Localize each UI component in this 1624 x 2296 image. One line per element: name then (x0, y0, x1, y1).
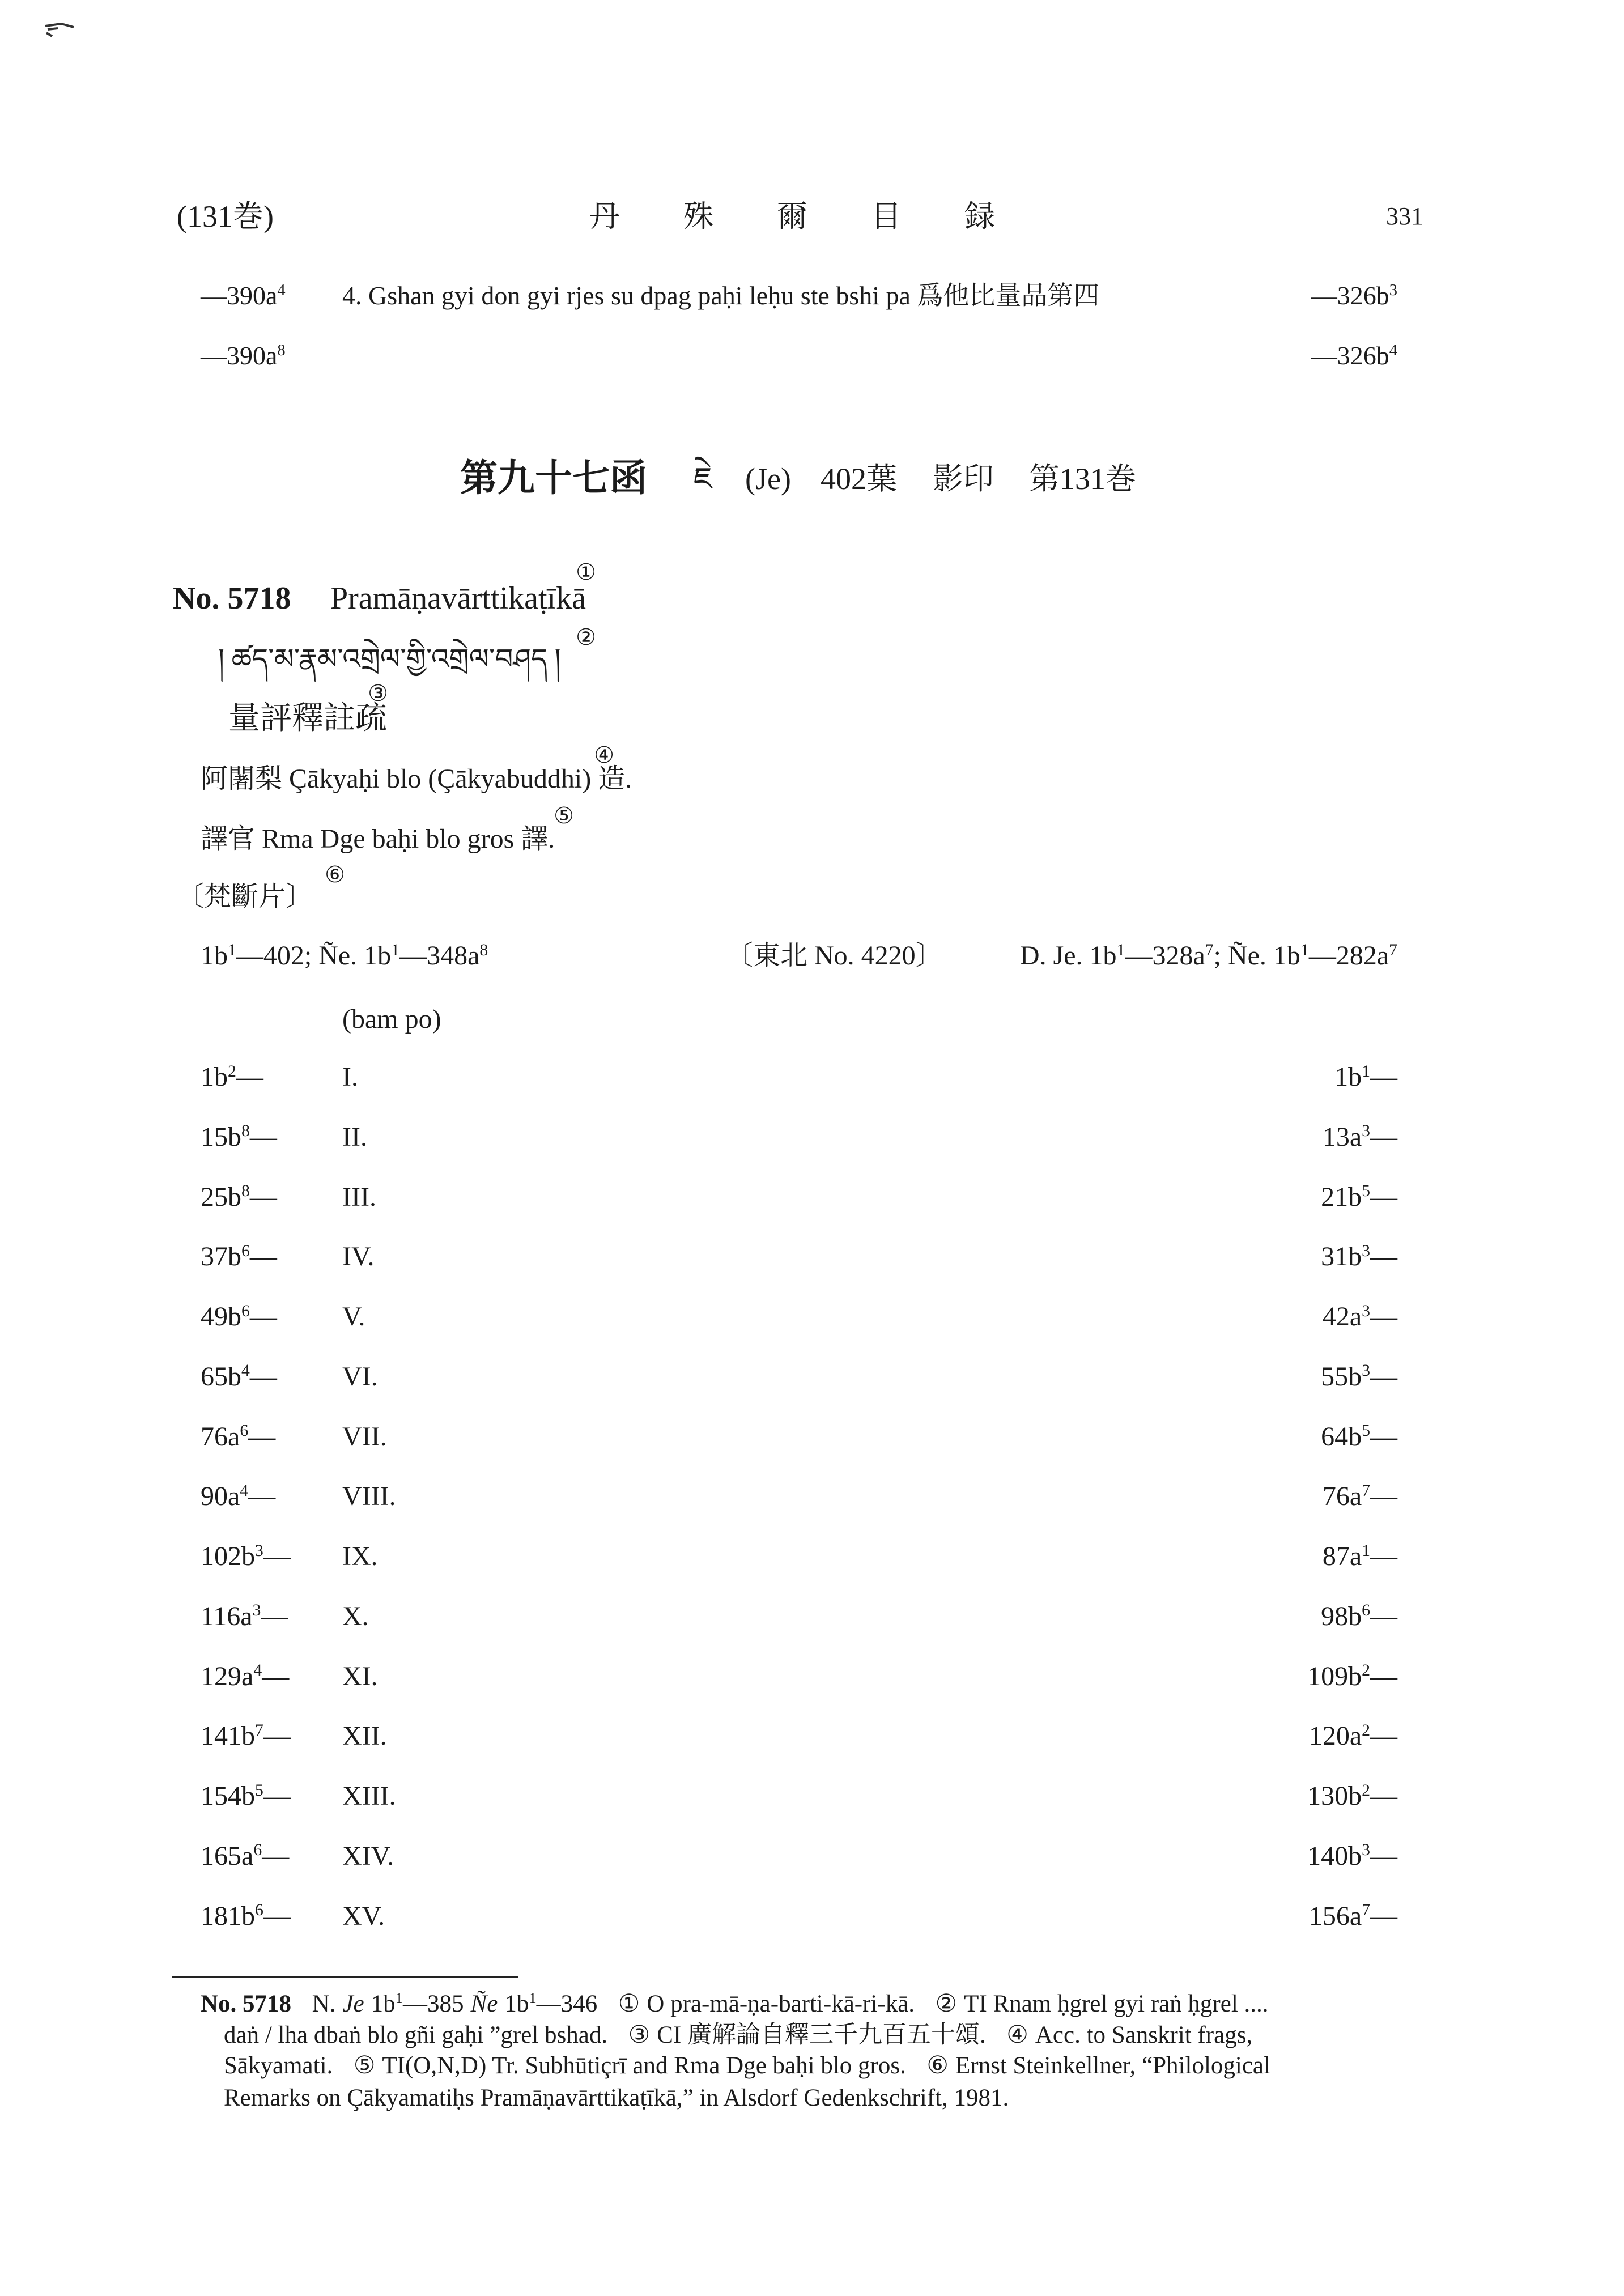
folio: 90a (201, 1481, 240, 1512)
folio: 15b (201, 1121, 241, 1152)
range-dash: — (1311, 281, 1337, 310)
bam-po-row (0, 1120, 1624, 1154)
folio: 76a (201, 1421, 240, 1452)
range-dash: — (1370, 1062, 1397, 1092)
folio-line-number: 1 (529, 1989, 537, 2007)
range-dash: — (262, 1840, 290, 1871)
folio-line-number: 4 (1389, 342, 1397, 360)
entry-tibetan-title: ། ཚད་མ་རྣམ་འགྲེལ་གྱི་འགྲེལ་བཤད ། (218, 643, 561, 675)
prev-end-derge-ref (1311, 339, 1397, 373)
bam-po-label: (bam po) (342, 1004, 441, 1034)
folio-line-number: 1 (1362, 1541, 1370, 1560)
derge-folio-start (1323, 1540, 1397, 1574)
footnote-marker-1: ① (618, 1991, 640, 2017)
ref-text: D. Je. 1b (1019, 941, 1117, 971)
range-dash: — (1370, 1302, 1397, 1332)
section-tibetan-letter: ཇེ (694, 462, 712, 496)
footnote-line-4 (224, 2083, 1009, 2114)
bam-po-numeral: X. (342, 1601, 369, 1631)
derge-folio-start (1323, 1300, 1397, 1334)
folio: 13a (1322, 1121, 1362, 1152)
entry-number: No. 5718 (173, 581, 291, 616)
folio-line-number: 3 (255, 1541, 263, 1560)
range-dash: — (249, 1181, 277, 1212)
note-marker-6: ⑥ (325, 862, 345, 888)
folio: 326b (1337, 341, 1389, 370)
bam-po-numeral: XV. (342, 1900, 385, 1931)
folio: 1b (1334, 1062, 1362, 1092)
section-reprint-volume: 第131巻 (1029, 462, 1136, 496)
range-dash: — (248, 1481, 276, 1512)
note-marker-1: ① (576, 559, 596, 585)
header-title: 丹 殊 爾 目 録 (589, 199, 995, 233)
footnote-note-3: CI 廣解論自釋三千九百五十頌. (657, 2022, 986, 2048)
folio: 64b (1321, 1421, 1362, 1452)
folio: 140b (1307, 1840, 1362, 1871)
footnote-n-volume: Je (342, 1991, 364, 2017)
peking-folio-start (201, 1240, 277, 1274)
folio: 76a (1322, 1481, 1362, 1512)
folio-line-number: 6 (1362, 1601, 1370, 1620)
footnote-note-1: O pra-mā-ṇa-barti-kā-ri-kā. (647, 1991, 915, 2017)
folio-line-number: 6 (241, 1301, 250, 1320)
folio: 141b (201, 1721, 255, 1751)
folio: 49b (201, 1302, 241, 1332)
bam-po-numeral: VII. (342, 1421, 387, 1452)
ref-text: —282a (1308, 941, 1389, 971)
peking-folio-start (201, 1060, 263, 1094)
footnote-marker-3: ③ (628, 2022, 651, 2048)
folio-line-number: 7 (1205, 940, 1214, 959)
folio: 65b (201, 1361, 241, 1392)
footnote-n-end: —385 (402, 1991, 464, 2017)
footnote-marker-4: ④ (1006, 2022, 1028, 2048)
footnote-ne-volume: Ñe (470, 1991, 498, 2017)
folio-line-number: 2 (1362, 1780, 1370, 1800)
footnote-marker-5: ⑤ (353, 2052, 376, 2079)
folio: 390a (227, 341, 278, 370)
bam-po-row (0, 1899, 1624, 1933)
range-dash: — (1370, 1781, 1397, 1811)
derge-folio-start (1307, 1839, 1397, 1873)
folio-line-number: 8 (277, 342, 286, 360)
footnote-n-start: 1b (371, 1991, 396, 2017)
footnote-line-2 (224, 2020, 1252, 2051)
bam-po-numeral: XII. (342, 1721, 387, 1751)
derge-folio-start (1323, 1479, 1397, 1513)
footnote-note-2: TI Rnam ḥgrel gyi raṅ ḥgrel .... (964, 1991, 1269, 2017)
bam-po-row (0, 1479, 1624, 1513)
note-marker-2: ② (576, 624, 596, 650)
bam-po-row (0, 1240, 1624, 1274)
folio: 25b (201, 1181, 241, 1212)
footnote-note-5: TI(O,N,D) Tr. Subhūtiçrī and Rma Dge baḥi blo gros. (382, 2052, 906, 2079)
folio: 55b (1321, 1361, 1362, 1392)
folio-line-number: 5 (255, 1780, 263, 1800)
header-volume-label: (131巻) (177, 199, 274, 233)
folio-line-number: 1 (1362, 1061, 1370, 1081)
bam-po-numeral: VI. (342, 1361, 378, 1392)
peking-folio-start (201, 1600, 288, 1634)
folio: 165a (201, 1840, 254, 1871)
peking-folio-start (201, 1120, 277, 1154)
range-dash: — (1370, 1661, 1397, 1691)
folio: 120a (1308, 1721, 1362, 1751)
bam-po-numeral: I. (342, 1062, 358, 1092)
folio-line-number: 1 (391, 940, 400, 959)
derge-folio-start (1323, 1120, 1397, 1154)
range-dash: — (1370, 1481, 1397, 1512)
range-dash: — (263, 1541, 291, 1571)
peking-folio-start (201, 1180, 277, 1214)
folio: 21b (1321, 1181, 1362, 1212)
folio-line-number: 4 (277, 282, 286, 300)
section-romanized: (Je) (745, 462, 791, 496)
range-dash: — (249, 1302, 277, 1332)
note-marker-5: ⑤ (554, 803, 574, 829)
peking-folio-start (201, 1779, 291, 1813)
folio-line-number: 1 (395, 1989, 403, 2007)
peking-folio-start (201, 1360, 277, 1394)
folio-line-number: 6 (255, 1900, 263, 1920)
range-dash: — (1370, 1121, 1397, 1152)
range-dash: — (1370, 1900, 1397, 1931)
bam-po-row (0, 1660, 1624, 1694)
folio-line-number: 2 (1362, 1720, 1370, 1740)
bam-po-row (0, 1540, 1624, 1574)
footnote-note-6: Ernst Steinkellner, “Philological (955, 2052, 1270, 2079)
entry-chinese-title: 量評釋註疏 (228, 701, 387, 736)
peking-folio-start (201, 1899, 291, 1933)
footnote-marker-2: ② (935, 1991, 958, 2017)
folio-line-number: 1 (1300, 940, 1309, 959)
derge-folio-start (1334, 1060, 1397, 1094)
folio-line-number: 7 (1362, 1481, 1370, 1500)
footnote-note-6-cont: Remarks on Çākyamatiḥs Pramāṇavārttikaṭīkā,” in Alsdorf Gedenkschrift, 1981. (224, 2085, 1009, 2111)
folio-line-number: 8 (241, 1121, 250, 1141)
folio-line-number: 7 (1362, 1900, 1370, 1920)
range-dash: — (249, 1361, 277, 1392)
note-marker-3: ③ (368, 681, 388, 707)
folio: 31b (1321, 1241, 1362, 1272)
derge-folio-start (1309, 1899, 1397, 1933)
folio-line-number: 3 (1362, 1301, 1370, 1320)
derge-folio-start (1321, 1240, 1397, 1274)
peking-folio-start (201, 1660, 289, 1694)
folio: 154b (201, 1781, 255, 1811)
footnote-entry-number: No. 5718 (201, 1991, 292, 2017)
range-dash: — (249, 1241, 277, 1272)
derge-location (1020, 939, 1397, 973)
bam-po-row (0, 1839, 1624, 1873)
peking-folio-start (201, 1479, 275, 1513)
bam-po-numeral: IV. (342, 1241, 375, 1272)
folio-line-number: 3 (1362, 1241, 1370, 1260)
footnote-note-4: Acc. to Sanskrit frags, (1035, 2022, 1253, 2048)
tohoku-number: 〔東北 No. 4220〕 (726, 941, 943, 971)
footnote-note-4-cont: Sākyamati. (224, 2052, 333, 2079)
folio: 156a (1308, 1900, 1362, 1931)
folio: 1b (201, 1062, 228, 1092)
section-leaves: 402葉 (820, 462, 897, 496)
folio: 98b (1321, 1601, 1362, 1631)
folio: 326b (1337, 281, 1389, 310)
folio-line-number: 1 (1116, 940, 1125, 959)
bam-po-numeral: VIII. (342, 1481, 396, 1512)
entry-sanskrit-fragments: 〔梵斷片〕 (177, 882, 313, 912)
bam-po-numeral: XIII. (342, 1781, 396, 1811)
folio: 129a (201, 1661, 254, 1691)
entry-translator-line: 譯官 Rma Dge baḥi blo gros 譯. (201, 824, 555, 854)
folio: 102b (201, 1541, 255, 1571)
folio-line-number: 3 (1362, 1121, 1370, 1141)
bam-po-numeral: XIV. (342, 1840, 394, 1871)
range-dash: — (1370, 1840, 1397, 1871)
range-dash: — (263, 1781, 291, 1811)
derge-folio-start (1321, 1180, 1397, 1214)
prev-chapter-title: 4. Gshan gyi don gyi rjes su dpag paḥi leḥu ste bshi pa 爲他比量品第四 (342, 281, 1100, 310)
peking-folio-start (201, 1420, 275, 1454)
folio-line-number: 7 (1389, 940, 1397, 959)
folio-line-number: 2 (1362, 1661, 1370, 1680)
prev-end-peking-ref (201, 339, 286, 373)
folio: 109b (1307, 1661, 1362, 1691)
range-dash: — (201, 341, 227, 370)
folio: 390a (227, 281, 278, 310)
derge-folio-start (1321, 1420, 1397, 1454)
folio: 37b (201, 1241, 241, 1272)
entry-author-line: 阿闍梨 Çākyaḥi blo (Çākyabuddhi) 造. (201, 764, 632, 794)
range-dash: — (248, 1421, 276, 1452)
range-dash: — (262, 1661, 290, 1691)
peking-folio-start (201, 1839, 289, 1873)
folio: 181b (201, 1900, 255, 1931)
folio-line-number: 8 (479, 940, 488, 959)
range-dash: — (263, 1721, 291, 1751)
section-case-title: 第九十七函 (460, 458, 647, 499)
range-dash: — (1370, 1421, 1397, 1452)
folio-line-number: 3 (1362, 1361, 1370, 1380)
bam-po-numeral: V. (342, 1302, 365, 1332)
folio-line-number: 3 (252, 1601, 261, 1620)
entry-location (201, 939, 488, 973)
footnote-line-3 (224, 2051, 1270, 2081)
note-marker-4: ④ (594, 742, 614, 768)
footnote-line-1 (201, 1989, 1269, 2019)
peking-folio-start (201, 1719, 291, 1753)
folio: 42a (1322, 1302, 1362, 1332)
range-dash: — (249, 1121, 277, 1152)
bam-po-row (0, 1060, 1624, 1094)
folio-line-number: 6 (241, 1241, 250, 1260)
folio-line-number: 5 (1362, 1181, 1370, 1201)
folio-line-number: 3 (1362, 1840, 1370, 1860)
page-number: 331 (1386, 202, 1423, 230)
scan-artifact-mark (44, 22, 78, 39)
ref-text: —402; Ñe. 1b (236, 941, 392, 971)
section-reprint-label: 影印 (933, 462, 994, 496)
peking-folio-start (201, 1300, 277, 1334)
folio-line-number: 8 (241, 1181, 250, 1201)
range-dash: — (236, 1062, 263, 1092)
folio-line-number: 6 (253, 1840, 262, 1860)
range-dash: — (1370, 1181, 1397, 1212)
bam-po-row (0, 1600, 1624, 1634)
folio-line-number: 4 (241, 1361, 250, 1380)
peking-folio-start (201, 1540, 291, 1574)
folio-line-number: 3 (1389, 282, 1397, 300)
footnote-note-2-cont: daṅ / lha dbaṅ blo gñi gaḥi ”grel bshad. (224, 2022, 608, 2048)
ref-text: —328a (1125, 941, 1205, 971)
bam-po-row (0, 1360, 1624, 1394)
ref-text: —348a (399, 941, 480, 971)
range-dash: — (1311, 341, 1337, 370)
entry-sanskrit-title: Pramāṇavārttikaṭīkā (330, 581, 586, 616)
footnote-n-label: N. (312, 1991, 336, 2017)
ref-text: 1b (201, 941, 228, 971)
footnote-marker-6: ⑥ (926, 2052, 949, 2079)
ref-text: ; Ñe. 1b (1213, 941, 1300, 971)
bam-po-numeral: II. (342, 1121, 367, 1152)
bam-po-row (0, 1180, 1624, 1214)
range-dash: — (263, 1900, 291, 1931)
bam-po-row (0, 1779, 1624, 1813)
footnote-ne-end: —346 (536, 1991, 598, 2017)
range-dash: — (261, 1601, 288, 1631)
range-dash: — (1370, 1721, 1397, 1751)
prev-peking-ref (201, 279, 286, 313)
derge-folio-start (1321, 1600, 1397, 1634)
range-dash: — (1370, 1541, 1397, 1571)
bam-po-numeral: IX. (342, 1541, 378, 1571)
bam-po-row (0, 1719, 1624, 1753)
folio-line-number: 7 (255, 1720, 263, 1740)
bam-po-numeral: III. (342, 1181, 376, 1212)
folio-line-number: 1 (228, 940, 236, 959)
prev-derge-ref (1311, 279, 1397, 313)
folio: 116a (201, 1601, 253, 1631)
range-dash: — (1370, 1601, 1397, 1631)
folio-line-number: 6 (240, 1421, 249, 1440)
bam-po-row (0, 1300, 1624, 1334)
bam-po-row (0, 1420, 1624, 1454)
footnote-ne-start: 1b (504, 1991, 529, 2017)
folio-line-number: 5 (1362, 1421, 1370, 1440)
derge-folio-start (1307, 1779, 1397, 1813)
range-dash: — (1370, 1241, 1397, 1272)
derge-folio-start (1309, 1719, 1397, 1753)
bam-po-numeral: XI. (342, 1661, 378, 1691)
folio-line-number: 4 (253, 1661, 262, 1680)
derge-folio-start (1307, 1660, 1397, 1694)
folio-line-number: 2 (228, 1061, 236, 1081)
footnote-rule (172, 1976, 518, 1978)
folio-line-number: 4 (240, 1481, 249, 1500)
range-dash: — (1370, 1361, 1397, 1392)
range-dash: — (201, 281, 227, 310)
folio: 130b (1307, 1781, 1362, 1811)
folio: 87a (1322, 1541, 1362, 1571)
derge-folio-start (1321, 1360, 1397, 1394)
